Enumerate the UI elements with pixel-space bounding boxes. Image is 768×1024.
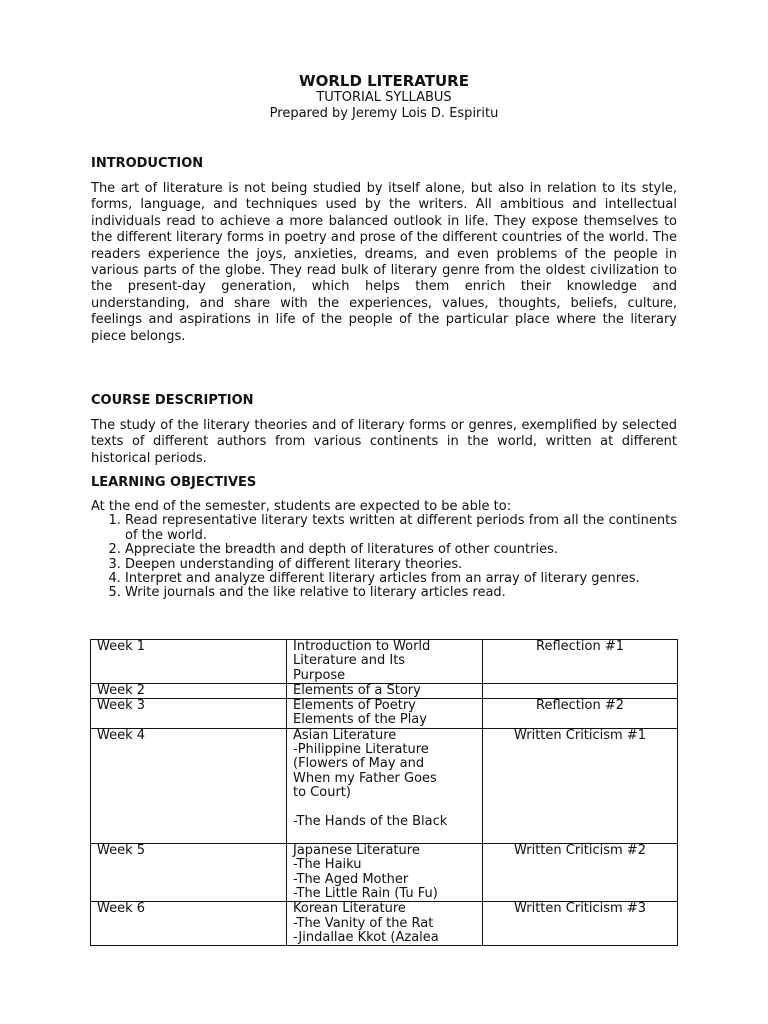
prepared-by: Prepared by Jeremy Lois D. Espiritu [269,106,499,121]
topic-line: Elements of the Play [293,712,427,728]
schedule-row [91,728,678,843]
topic-cell [287,902,483,946]
schedule-table [90,639,678,946]
objectives-list [91,514,677,600]
document-header [0,72,768,122]
learning-objectives-intro: At the end of the semester, students are expected to be able to: [91,499,512,514]
topic-line: Literature and Its [293,653,406,669]
topic-line: Elements of Poetry [293,698,416,714]
week-cell: Week 4 [91,728,287,843]
topic-line: to Court) [293,784,351,800]
topic-gap [293,800,476,814]
topic-line: -The Little Rain (Tu Fu) [293,886,438,902]
objective-item: 4. Interpret and analyze different literary articles from an array of literary genres. [125,572,677,586]
topic-cell [287,699,483,729]
schedule-row [91,902,678,946]
learning-objectives-section [91,475,677,601]
topic-line: When my Father Goes [293,770,437,786]
topic-line: -The Haiku [293,857,362,873]
schedule-row [91,699,678,729]
week-cell: Week 1 [91,640,287,684]
introduction-heading: INTRODUCTION [91,156,204,171]
schedule-row [91,844,678,902]
activity-cell: Reflection #2 [483,699,678,729]
schedule-row [91,683,678,698]
course-description-heading: COURSE DESCRIPTION [91,393,254,408]
schedule-row [91,640,678,684]
topic-cell [287,683,483,698]
topic-line: Asian Literature [293,727,397,743]
objective-item: 1. Read representative literary texts written at different periods from all the continents of the world. [125,514,677,543]
document-title: WORLD LITERATURE [299,72,469,90]
week-cell: Week 3 [91,699,287,729]
topic-line: -The Aged Mother [293,871,409,887]
week-cell: Week 2 [91,683,287,698]
topic-line: -Philippine Literature [293,742,429,758]
introduction-section [91,156,677,345]
week-cell: Week 6 [91,902,287,946]
topic-line: Korean Literature [293,901,406,917]
topic-line: Purpose [293,667,346,683]
introduction-text: The art of literature is not being studied by itself alone, but also in relation to its style, forms, language, and techniques used by the writers. All ambitious and intellectual individuals read to achieve a more balanced outlook in life. They expose themselves to the different literary forms in poetry and prose of the different countries of the world. The readers experience the joys, anxieties, dreams, and even problems of the people in various parts of the globe. They read bulk of literary genre from the oldest civilization to the present-day generation, which helps them enrich their knowledge and understanding, and share with the experiences, values, thoughts, beliefs, culture, feelings and aspirations in life of the people of the particular place where the literary piece belongs. [91,181,677,344]
course-description-section [91,393,677,467]
topic-line: Elements of a Story [293,682,421,698]
activity-cell [483,683,678,698]
topic-cell [287,728,483,843]
topic-cell [287,640,483,684]
topic-line: -Jindallae Kkot (Azalea [293,929,439,945]
objective-item: 5. Write journals and the like relative to literary articles read. [125,586,677,600]
topic-cell [287,844,483,902]
activity-cell: Written Criticism #3 [483,902,678,946]
week-cell: Week 5 [91,844,287,902]
topic-line: Japanese Literature [293,843,420,859]
topic-line: -The Vanity of the Rat [293,915,434,931]
activity-cell: Reflection #1 [483,640,678,684]
learning-objectives-heading: LEARNING OBJECTIVES [91,475,257,490]
objective-item: 3. Deepen understanding of different literary theories. [125,558,677,572]
activity-cell: Written Criticism #1 [483,728,678,843]
topic-gap [293,829,476,843]
topic-line: Introduction to World [293,639,431,654]
topic-line: (Flowers of May and [293,756,425,772]
topic-line: -The Hands of the Black [293,813,448,829]
course-description-text: The study of the literary theories and of literary forms or genres, exemplified by selected texts of different authors from various continents in the world, written at different historical periods. [91,418,677,466]
activity-cell: Written Criticism #2 [483,844,678,902]
schedule-table-body [91,640,678,946]
document-subtitle: TUTORIAL SYLLABUS [316,90,452,105]
objective-item: 2. Appreciate the breadth and depth of literatures of other countries. [125,543,677,557]
